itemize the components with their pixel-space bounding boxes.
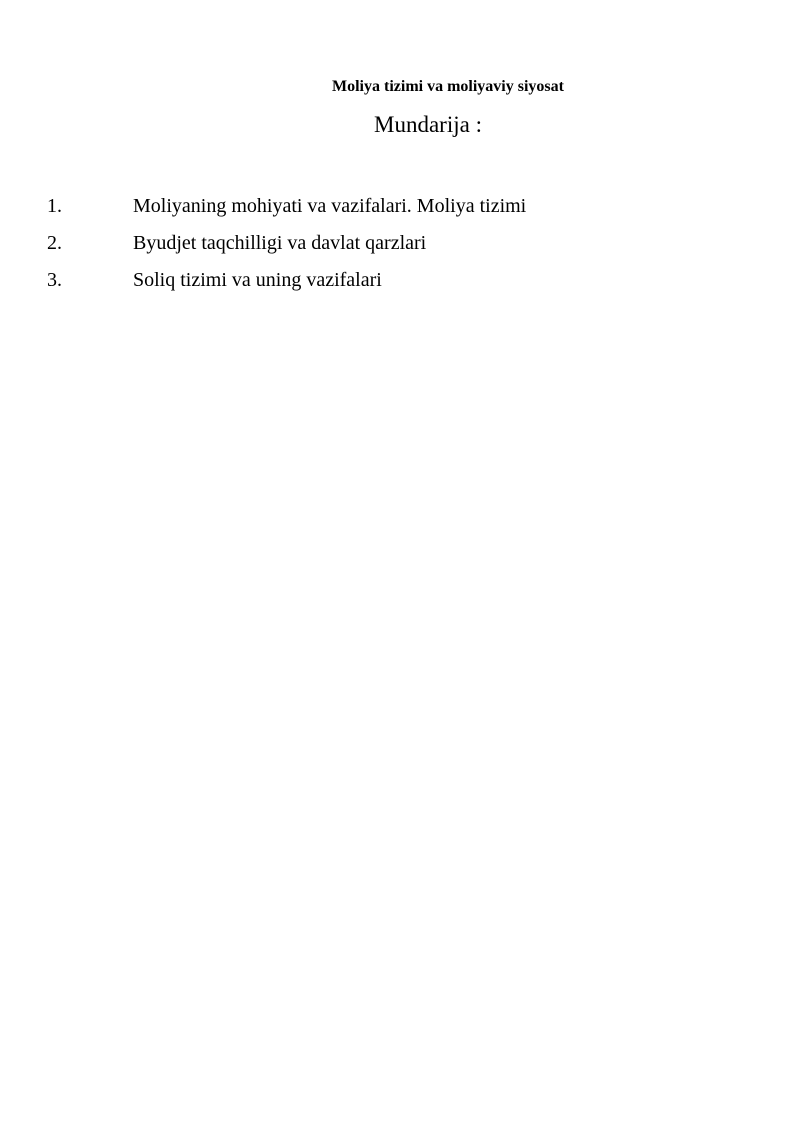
document-title: Moliya tizimi va moliyaviy siyosat [332,78,564,95]
toc-item [0,230,800,267]
toc-item-number: 3. [47,269,62,291]
toc-item-number: 1. [47,195,62,217]
toc-item-text: Soliq tizimi va uning vazifalari [133,269,382,291]
toc-item [0,193,800,230]
toc-item-text: Byudjet taqchilligi va davlat qarzlari [133,232,427,254]
table-of-contents-heading: Mundarija : [374,112,482,137]
table-of-contents [0,193,800,304]
toc-item [0,267,800,304]
toc-item-number: 2. [47,232,62,254]
toc-item-text: Moliyaning mohiyati va vazifalari. Moliya tizimi [133,195,527,217]
